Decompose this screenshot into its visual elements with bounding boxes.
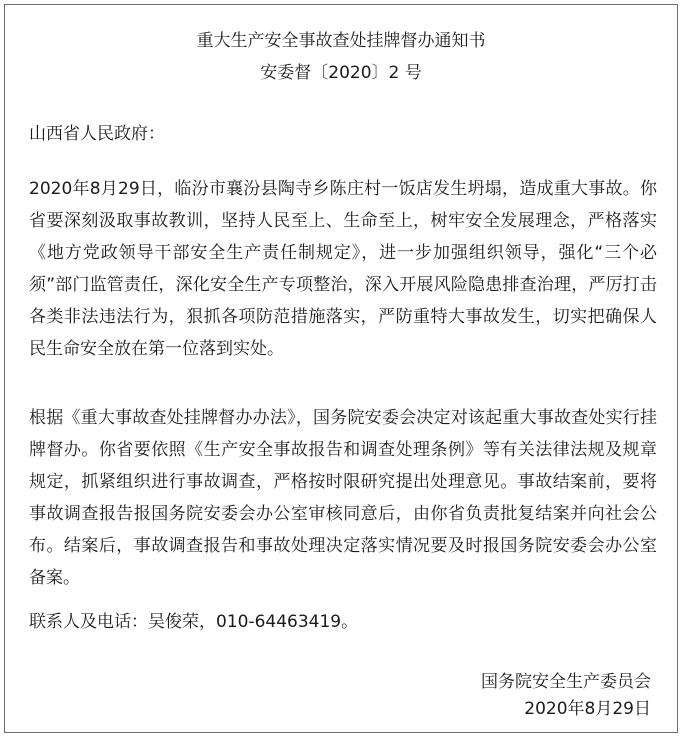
document-title: 重大生产安全事故查处挂牌督办通知书: [196, 31, 486, 51]
body-paragraph-2: 根据《重大事故查处挂牌督办办法》，国务院安委会决定对该起重大事故查处实行挂牌督办。你省要依照《生产安全事故报告和调查处理条例》等有关法律法规及规章规定，抓紧组织进行事故调查，严格按时限研究提出处理意见。事故结案前，要将事故调查报告报国务院安委会办公室审核同意后，由你省负责批复结案并向社会公布。结案后，事故调查报告和事故处理决定落实情况要及时报国务院安委会办公室备案。: [29, 408, 657, 588]
document-frame: [4, 4, 678, 733]
document-number: 安委督〔2020〕2 号: [260, 63, 422, 83]
salutation: 山西省人民政府：: [29, 124, 165, 144]
contact-info: 联系人及电话：吴俊荣，010-64463419。: [29, 612, 359, 632]
signature-date: 2020年8月29日: [524, 699, 651, 719]
body-paragraph-1: 2020年8月29日，临汾市襄汾县陶寺乡陈庄村一饭店发生坍塌，造成重大事故。你省要深刻汲取事故教训，坚持人民至上、生命至上，树牢安全发展理念，严格落实《地方党政领导干部安全生产责任制规定》，进一步加强组织领导，强化“三个必须”部门监管责任，深化安全生产专项整治，深入开展风险隐患排查治理，严厉打击各类非法违法行为，狠抓各项防范措施落实，严防重特大事故发生，切实把确保人民生命安全放在第一位落到实处。: [29, 179, 657, 359]
signature-organization: 国务院安全生产委员会: [481, 672, 651, 692]
